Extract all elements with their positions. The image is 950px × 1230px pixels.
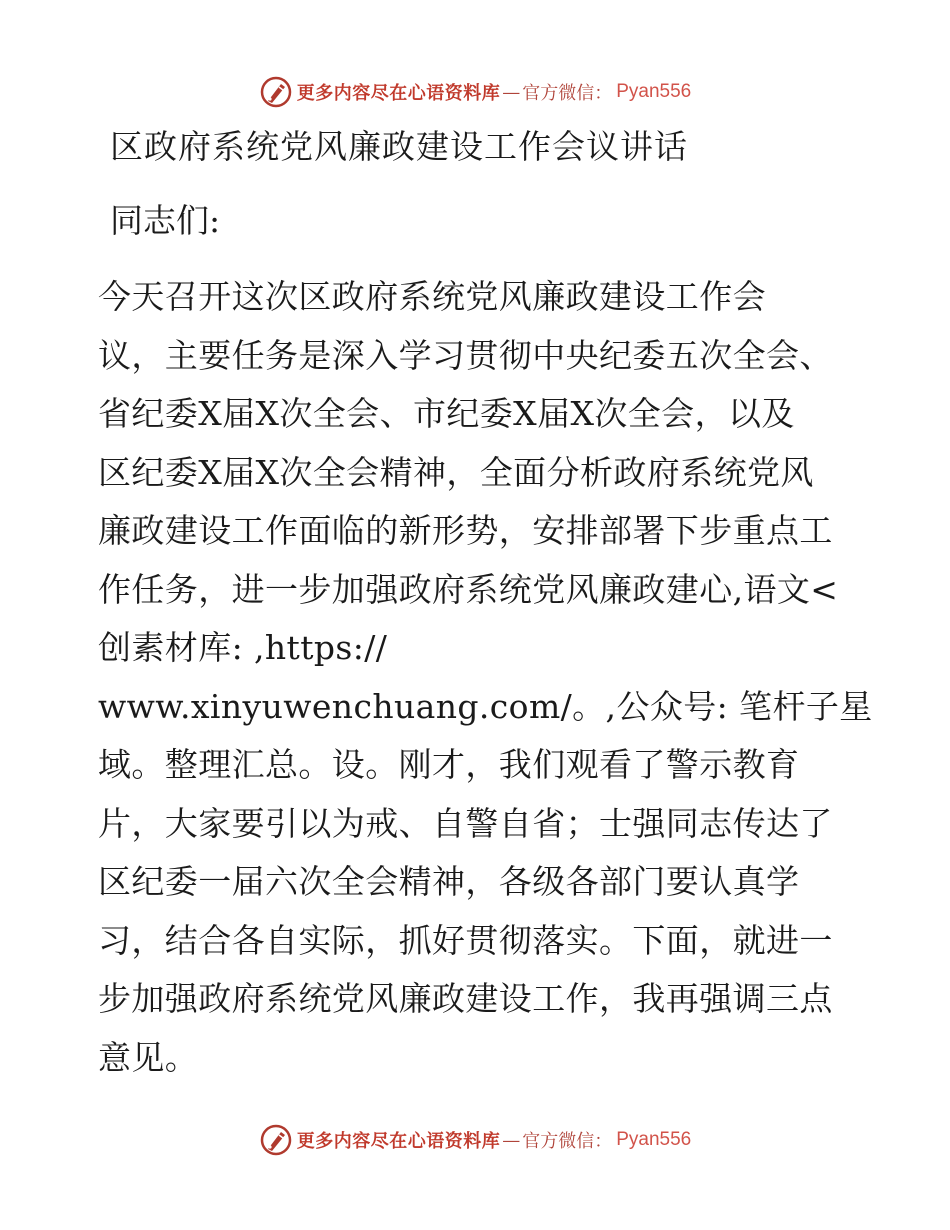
quill-pen-logo-icon	[259, 1123, 293, 1157]
body-line: 议，主要任务是深入学习贯彻中央纪委五次全会、	[98, 335, 833, 375]
body-line: 片，大家要引以为戒、自警自省；士强同志传达了	[98, 803, 833, 843]
body-line: 意见。	[98, 1037, 199, 1077]
body-line: 习，结合各自实际，抓好贯彻落实。下面，就进一	[98, 920, 833, 960]
body-line: 廉政建设工作面临的新形势，安排部署下步重点工	[98, 511, 833, 550]
body-line: 省纪委X届X次全会、市纪委X届X次全会，以及	[98, 394, 795, 433]
document-body	[98, 268, 873, 1087]
body-line: 区纪委一届六次全会精神，各级各部门要认真学	[98, 862, 800, 901]
footer-banner	[0, 1120, 950, 1160]
body-line: 作任务，进一步加强政府系统党风廉政建心,语文<	[98, 569, 839, 609]
banner-brand-text: 更多内容尽在心语资料库	[296, 1131, 501, 1152]
banner-wechat-label: 官方微信：	[522, 1131, 613, 1152]
banner-dash: —	[502, 81, 521, 103]
body-line: 域。整理汇总。设。刚才，我们观看了警示教育	[98, 745, 800, 784]
quill-pen-logo-icon	[259, 75, 293, 109]
body-line: www.xinyuwenchuang.com/。,公众号: 笔杆子星	[98, 686, 873, 726]
banner-wechat-label: 官方微信：	[522, 83, 613, 104]
banner-dash: —	[502, 1129, 521, 1151]
document-title: 区政府系统党风廉政建设工作会议讲话	[110, 127, 688, 166]
banner-wechat-id: Pyan556	[616, 1129, 692, 1150]
document-salutation: 同志们:	[110, 201, 221, 240]
banner-wechat-id: Pyan556	[616, 81, 692, 102]
banner-brand-text: 更多内容尽在心语资料库	[296, 83, 501, 104]
header-banner	[0, 72, 950, 112]
body-line: 今天召开这次区政府系统党风廉政建设工作会	[98, 277, 766, 316]
body-line: 创素材库: ,https://	[98, 628, 388, 667]
body-line: 区纪委X届X次全会精神，全面分析政府系统党风	[98, 452, 814, 492]
body-line: 步加强政府系统党风廉政建设工作，我再强调三点	[98, 979, 833, 1018]
